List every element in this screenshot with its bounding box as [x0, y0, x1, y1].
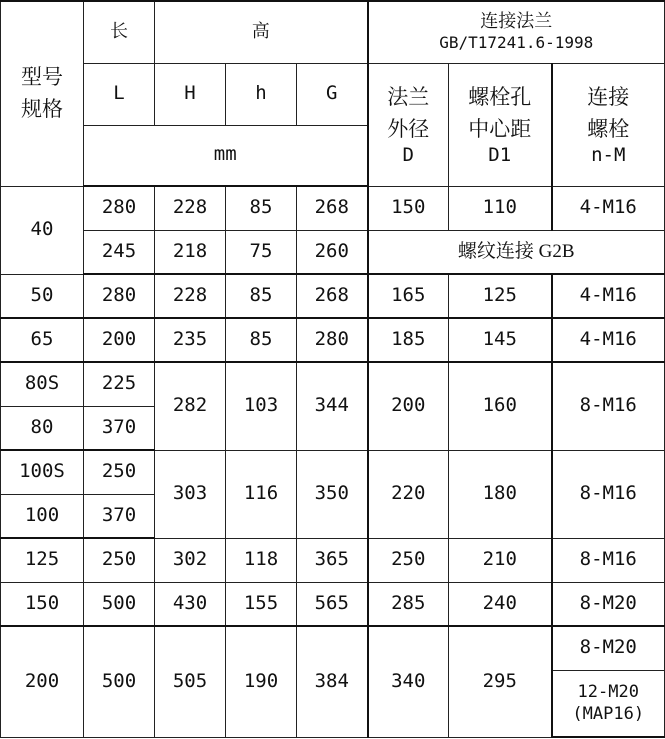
cell-nM: 4-M16 [552, 186, 665, 230]
cell-H: 302 [155, 538, 226, 582]
cell-h: 155 [226, 582, 297, 626]
cell-D: 340 [368, 626, 449, 737]
col-D1-label: 螺栓孔 中心距 [468, 85, 532, 141]
model-50: 50 [1, 274, 84, 318]
cell-h: 85 [226, 318, 297, 362]
cell-L: 250 [84, 450, 155, 494]
cell-D: 285 [368, 582, 449, 626]
cell-L: 500 [84, 626, 155, 737]
cell-G: 384 [297, 626, 368, 737]
cell-G: 365 [297, 538, 368, 582]
header-height-group: 高 [155, 1, 368, 63]
cell-D1: 110 [449, 186, 552, 230]
col-D1-symbol: D1 [488, 144, 512, 167]
cell-L: 200 [84, 318, 155, 362]
cell-L: 250 [84, 538, 155, 582]
cell-H: 282 [155, 362, 226, 450]
cell-nM: 8-M20 [552, 626, 665, 670]
header-col-D1 [449, 63, 552, 186]
model-200: 200 [1, 626, 84, 737]
cell-G: 565 [297, 582, 368, 626]
cell-H: 430 [155, 582, 226, 626]
cell-G: 268 [297, 274, 368, 318]
header-col-nM [552, 63, 665, 186]
header-flange-group [368, 1, 665, 63]
header-model-spec: 型号 规格 [1, 1, 84, 186]
cell-h: 116 [226, 450, 297, 538]
cell-nM: 8-M16 [552, 450, 665, 538]
cell-thread-connection: 螺纹连接 G2B [368, 230, 665, 274]
cell-nM: 8-M16 [552, 538, 665, 582]
cell-D: 200 [368, 362, 449, 450]
cell-L: 370 [84, 406, 155, 450]
cell-D1: 180 [449, 450, 552, 538]
cell-h: 190 [226, 626, 297, 737]
model-40: 40 [1, 186, 84, 274]
cell-h: 118 [226, 538, 297, 582]
cell-G: 350 [297, 450, 368, 538]
cell-H: 303 [155, 450, 226, 538]
cell-L: 245 [84, 230, 155, 274]
cell-D: 165 [368, 274, 449, 318]
flange-standard: GB/T17241.6-1998 [439, 32, 594, 52]
col-nM-symbol: n-M [591, 144, 626, 167]
cell-h: 85 [226, 274, 297, 318]
cell-G: 268 [297, 186, 368, 230]
model-100s: 100S [1, 450, 84, 494]
cell-nM: 4-M16 [552, 274, 665, 318]
model-80: 80 [1, 406, 84, 450]
cell-G: 260 [297, 230, 368, 274]
cell-G: 280 [297, 318, 368, 362]
model-65: 65 [1, 318, 84, 362]
header-length-group: 长 [84, 1, 155, 63]
model-80s: 80S [1, 362, 84, 406]
cell-nM: 8-M16 [552, 362, 665, 450]
cell-nM: 4-M16 [552, 318, 665, 362]
col-nM-label: 连接 螺栓 [587, 85, 630, 141]
header-col-D [368, 63, 449, 186]
header-col-G: G [297, 63, 368, 125]
cell-H: 218 [155, 230, 226, 274]
cell-L: 280 [84, 274, 155, 318]
model-100: 100 [1, 494, 84, 538]
cell-D: 250 [368, 538, 449, 582]
col-D-symbol: D [402, 144, 414, 167]
cell-h: 85 [226, 186, 297, 230]
cell-D: 150 [368, 186, 449, 230]
cell-D: 220 [368, 450, 449, 538]
cell-G: 344 [297, 362, 368, 450]
cell-D1: 240 [449, 582, 552, 626]
cell-L: 280 [84, 186, 155, 230]
cell-L: 500 [84, 582, 155, 626]
header-unit: mm [84, 125, 368, 186]
cell-D1: 145 [449, 318, 552, 362]
model-125: 125 [1, 538, 84, 582]
cell-L: 225 [84, 362, 155, 406]
cell-h: 75 [226, 230, 297, 274]
cell-nM: 8-M20 [552, 582, 665, 626]
cell-nM-map16: 12-M20 (MAP16) [552, 670, 665, 737]
cell-L: 370 [84, 494, 155, 538]
cell-h: 103 [226, 362, 297, 450]
cell-H: 505 [155, 626, 226, 737]
cell-D1: 125 [449, 274, 552, 318]
header-col-L: L [84, 63, 155, 125]
model-150: 150 [1, 582, 84, 626]
cell-H: 228 [155, 274, 226, 318]
cell-D1: 160 [449, 362, 552, 450]
col-D-label: 法兰 外径 [387, 85, 430, 141]
cell-H: 228 [155, 186, 226, 230]
cell-D1: 210 [449, 538, 552, 582]
header-col-h: h [226, 63, 297, 125]
flange-group-title: 连接法兰 [480, 10, 553, 32]
header-col-H: H [155, 63, 226, 125]
cell-D: 185 [368, 318, 449, 362]
cell-D1: 295 [449, 626, 552, 737]
cell-H: 235 [155, 318, 226, 362]
